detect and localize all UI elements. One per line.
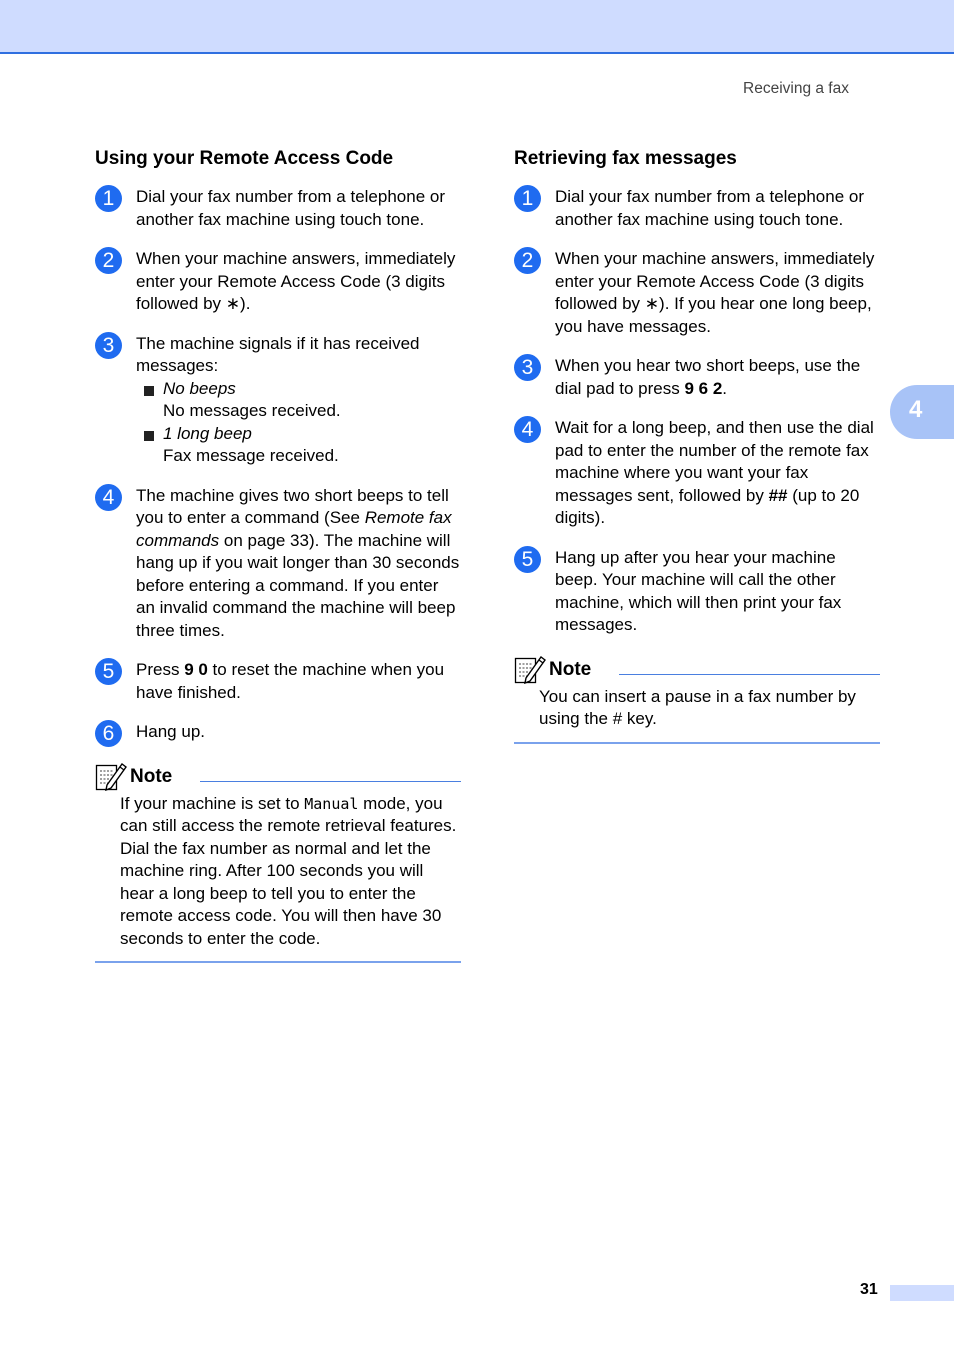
step-1: [514, 186, 880, 231]
step-text: [136, 248, 461, 316]
note-pencil-icon: [95, 761, 127, 791]
right-column: [514, 148, 880, 744]
step-text: Dial your fax number from a telephone or another fax machine using touch tone.: [136, 187, 445, 229]
step-4: [514, 417, 880, 530]
chapter-number: 4: [909, 396, 923, 423]
chapter-tab: [890, 385, 954, 439]
bullet-item: [136, 423, 461, 446]
bullet-square-icon: [144, 386, 154, 396]
note-pencil-icon: [514, 654, 546, 684]
bullet-text: No beeps: [163, 378, 236, 398]
step-text: [555, 355, 880, 400]
bullet-square-icon: [144, 431, 154, 441]
footer-bar: [890, 1285, 954, 1301]
step-text: Dial your fax number from a telephone or another fax machine using touch tone.: [555, 187, 864, 229]
mode-name: Manual: [304, 794, 359, 813]
section-heading-retrieving: Retrieving fax messages: [514, 148, 737, 169]
note-title: Note: [130, 765, 173, 787]
step-2: [95, 248, 461, 316]
step-text: [136, 485, 461, 643]
note-divider: [619, 674, 880, 675]
step-4: [95, 485, 461, 643]
note-text: [95, 793, 461, 951]
bullet-text: 1 long beep: [163, 423, 252, 443]
step-text-part: Wait for a long beep, and then use the dial pad to enter the number of the remote fax machine where you want your fax messages sent, followed by: [555, 418, 874, 505]
step-text-part: ).: [240, 294, 251, 313]
step-number: 2: [95, 247, 122, 274]
step-text-part: on page 33). The machine will hang up if you wait longer than 30 seconds before entering a command. If you enter an invalid command the machine will beep three times.: [136, 530, 460, 640]
step-number: 5: [514, 546, 541, 573]
step-number: 2: [514, 247, 541, 274]
step-number: 1: [95, 185, 122, 212]
step-number: 4: [514, 416, 541, 443]
note-text-part: If your machine is set to: [120, 793, 305, 813]
step-5: [514, 547, 880, 637]
step-text-part: When your machine answers, immediately enter your Remote Access Code (3 digits followed by: [136, 249, 456, 313]
note-text: You can insert a pause in a fax number by using the # key.: [539, 686, 856, 728]
note-bottom-rule: [95, 961, 461, 963]
key-sequence: 9 0: [184, 660, 208, 679]
note-bottom-rule: [514, 742, 880, 744]
step-text-part: ). If you hear one long beep, you have messages.: [555, 294, 872, 336]
step-number: 1: [514, 185, 541, 212]
step-text-part: When you hear two short beeps, use the dial pad to press: [555, 356, 861, 398]
note-header: [95, 761, 461, 791]
step-text: [136, 659, 461, 704]
step-text-part: to reset the machine when you have finished.: [136, 660, 445, 702]
star-symbol: ∗: [644, 294, 660, 313]
step-number: 3: [514, 354, 541, 381]
left-column: [95, 148, 461, 963]
step-5: [95, 659, 461, 704]
page-number: 31: [860, 1281, 878, 1298]
key-sequence: ##: [768, 485, 788, 505]
step-number: 4: [95, 484, 122, 511]
key-sequence: 9 6 2: [684, 378, 723, 398]
cross-reference-link[interactable]: Remote fax commands: [136, 508, 452, 550]
note-title: Note: [549, 658, 592, 680]
running-head: Receiving a fax: [743, 80, 849, 97]
step-2: [514, 248, 880, 338]
step-text: Hang up.: [136, 722, 205, 741]
step-text-part: When your machine answers, immediately enter your Remote Access Code (3 digits followed by: [555, 249, 875, 313]
step-text: [555, 248, 880, 338]
step-number: 3: [95, 332, 122, 359]
step-6: [95, 721, 461, 744]
star-symbol: ∗: [225, 294, 241, 313]
step-number: 5: [95, 658, 122, 685]
bullet-description: No messages received.: [163, 401, 341, 420]
note-box: [95, 761, 461, 964]
step-text-part: The machine gives two short beeps to tell you to enter a command (See: [136, 485, 449, 527]
step-3: [95, 333, 461, 468]
section-heading-remote-access: Using your Remote Access Code: [95, 148, 394, 169]
step-text: Hang up after you hear your machine beep. Your machine will call the other machine, which will then print your fax messages.: [555, 547, 842, 634]
step-text: [555, 417, 880, 530]
step-text: The machine signals if it has received messages:: [136, 333, 420, 375]
note-text-part: mode, you can still access the remote retrieval features. Dial the fax number as normal and let the machine ring. After 100 seconds you will hear a long beep to tell you to enter the remote access code. You will then have 30 seconds to enter the code.: [120, 793, 457, 948]
step-number: 6: [95, 720, 122, 747]
step-text-part: (up to 20 digits).: [555, 485, 860, 527]
step-1: [95, 186, 461, 231]
bullet-description: Fax message received.: [163, 446, 339, 465]
bullet-item: [136, 378, 461, 401]
step-3: [514, 355, 880, 400]
header-band: [0, 0, 954, 54]
step-text-part: Press: [136, 660, 185, 679]
note-divider: [200, 781, 461, 782]
step-text-part: .: [722, 378, 728, 398]
note-header: [514, 654, 880, 684]
note-box: [514, 654, 880, 744]
